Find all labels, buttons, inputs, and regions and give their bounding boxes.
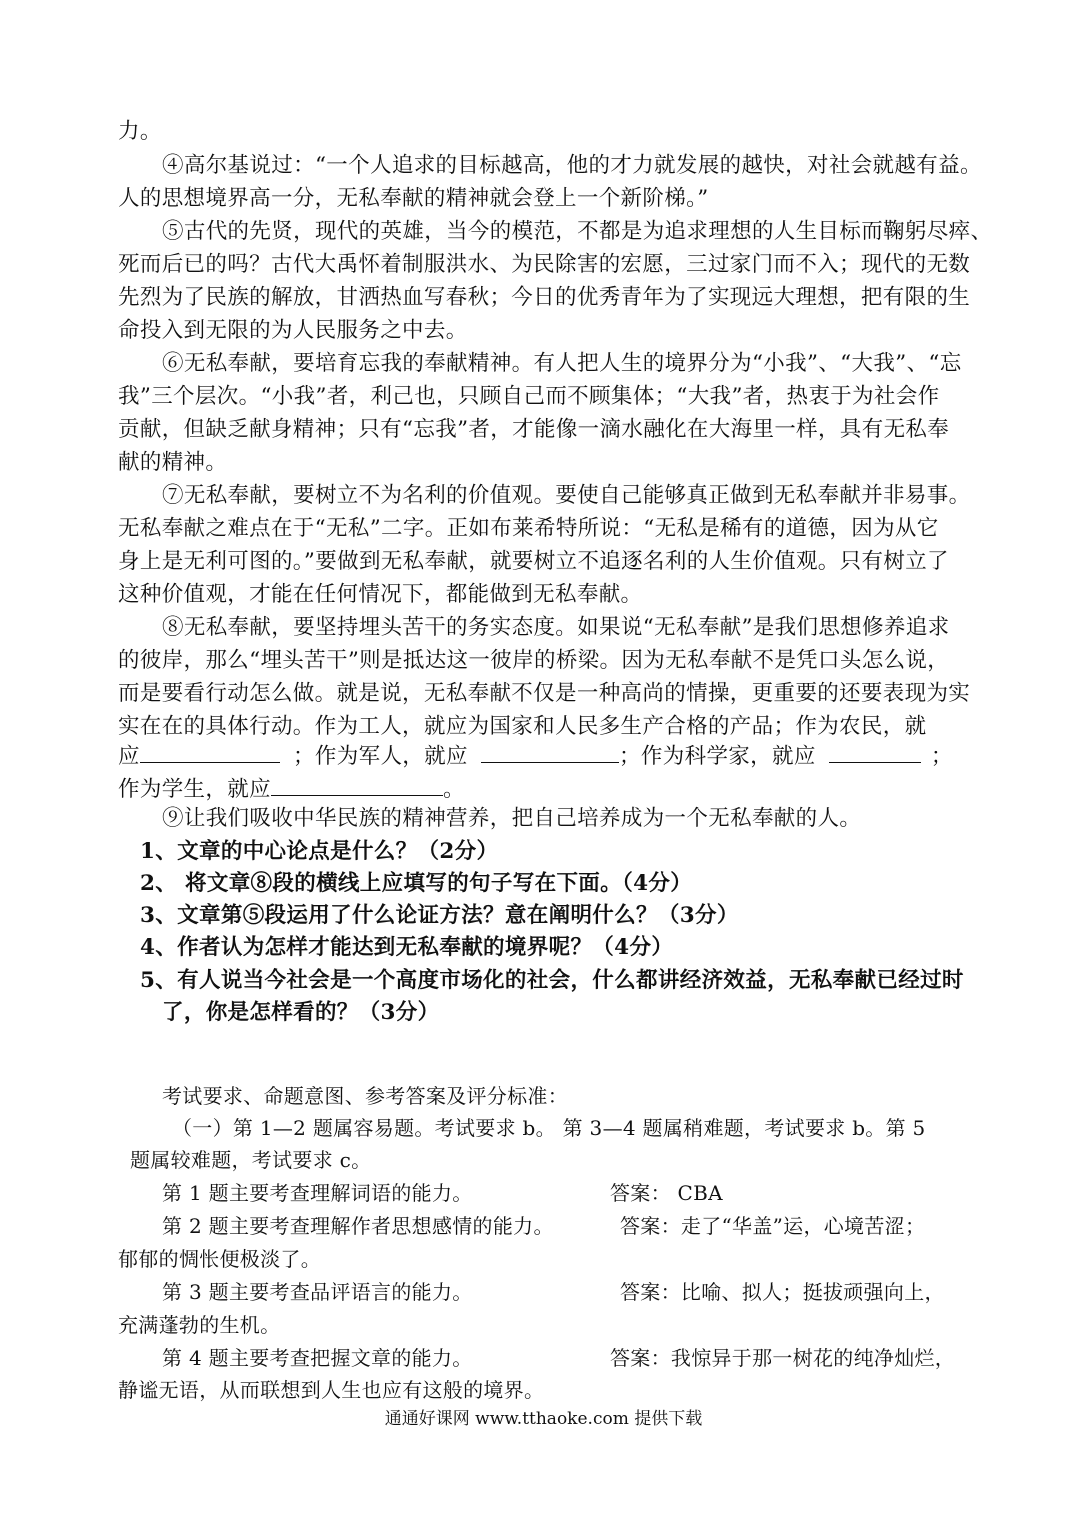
question-1: 1、文章的中心论点是什么？（2分） — [140, 839, 499, 864]
answer-1: 答案： CBA — [610, 1181, 723, 1205]
answer-1-topic: 第 1 题主要考查理解词语的能力。 — [162, 1181, 473, 1205]
essay-line: 先烈为了民族的解放，甘洒热血写春秋；今日的优秀青年为了实现远大理想，把有限的生 — [118, 285, 971, 310]
fill-text: 应 — [118, 744, 140, 769]
fill-in-line — [118, 741, 968, 773]
fill-text: ； — [930, 744, 953, 769]
answer-2: 答案：走了“华盖”运，心境苦涩； — [620, 1214, 926, 1238]
answer-4: 答案：我惊异于那一树花的纯净灿烂， — [610, 1346, 956, 1370]
answers-line: 郁郁的惆怅便极淡了。 — [118, 1247, 321, 1271]
question-4: 4、作者认为怎样才能达到无私奉献的境界呢？（4分） — [140, 935, 674, 960]
paragraph-9: ⑨让我们吸收中华民族的精神营养，把自己培养成为一个无私奉献的人。 — [162, 806, 862, 831]
answers-line: （一）第 1—2 题属容易题。考试要求 b。 第 3—4 题属稍难题，考试要求 b。第 5 — [172, 1116, 926, 1140]
answer-3: 答案：比喻、拟人；挺拔顽强向上， — [620, 1280, 945, 1304]
fill-text: ；作为军人，就应 — [293, 744, 468, 769]
essay-line: 这种价值观，才能在任何情况下，都能做到无私奉献。 — [118, 582, 643, 607]
answer-4-topic: 第 4 题主要考查把握文章的能力。 — [162, 1346, 473, 1370]
paragraph-6-start: ⑥无私奉献，要培育忘我的奉献精神。有人把人生的境界分为“小我”、“大我”、“忘 — [162, 351, 962, 376]
fill-text: 。 — [442, 777, 465, 802]
fill-text: 作为学生，就应 — [118, 777, 271, 802]
answer-2-topic: 第 2 题主要考查理解作者思想感情的能力。 — [162, 1214, 554, 1238]
paragraph-8-start: ⑧无私奉献，要坚持埋头苦干的务实态度。如果说“无私奉献”是我们思想修养追求 — [162, 615, 950, 640]
blank-student — [271, 775, 443, 796]
question-3: 3、文章第⑤段运用了什么论证方法？意在阐明什么？（3分） — [140, 903, 739, 928]
essay-line: 命投入到无限的为人民服务之中去。 — [118, 318, 468, 343]
essay-line: 我”三个层次。“小我”者，利己也，只顾自己而不顾集体；“大我”者，热衷于为社会作 — [118, 384, 940, 409]
page-footer: 通通好课网 www.tthaoke.com 提供下载 — [384, 1409, 703, 1429]
answers-line: 题属较难题，考试要求 c。 — [130, 1148, 372, 1172]
blank-soldier — [481, 742, 619, 763]
paragraph-4-start: ④高尔基说过：“一个人追求的目标越高，他的才力就发展的越快，对社会就越有益。 — [162, 153, 982, 178]
paragraph-5-start: ⑤古代的先贤，现代的英雄，当今的模范，不都是为追求理想的人生目标而鞠躬尽瘁、 — [162, 219, 993, 244]
essay-line: 死而后已的吗？古代大禹怀着制服洪水、为民除害的宏愿，三过家门而不入；现代的无数 — [118, 252, 971, 277]
essay-line: 实在在的具体行动。作为工人，就应为国家和人民多生产合格的产品；作为农民，就 — [118, 714, 927, 739]
essay-line: 身上是无利可图的。”要做到无私奉献，就要树立不追逐名利的人生价值观。只有树立了 — [118, 549, 949, 574]
question-5-cont: 了，你是怎样看的？（3分） — [162, 1000, 440, 1025]
blank-farmer — [140, 742, 280, 763]
essay-line: 而是要看行动怎么做。就是说，无私奉献不仅是一种高尚的情操，更重要的还要表现为实 — [118, 681, 971, 706]
question-5: 5、有人说当今社会是一个高度市场化的社会，什么都讲经济效益，无私奉献已经过时 — [140, 968, 964, 993]
answer-3-topic: 第 3 题主要考查品评语言的能力。 — [162, 1280, 473, 1304]
essay-line: 的彼岸，那么“埋头苦干”则是抵达这一彼岸的桥梁。因为无私奉献不是凭口头怎么说， — [118, 648, 950, 673]
essay-line: 献的精神。 — [118, 450, 228, 475]
answers-heading: 考试要求、命题意图、参考答案及评分标准： — [162, 1084, 568, 1108]
essay-line: 无私奉献之难点在于“无私”二字。正如布莱希特所说：“无私是稀有的道德，因为从它 — [118, 516, 939, 541]
blank-scientist — [829, 742, 921, 763]
essay-line: 力。 — [118, 119, 162, 144]
question-2: 2、 将文章⑧段的横线上应填写的句子写在下面。（4分） — [140, 871, 693, 896]
essay-line: 人的思想境界高一分，无私奉献的精神就会登上一个新阶梯。” — [118, 186, 709, 211]
fill-in-line — [118, 774, 968, 806]
paragraph-7-start: ⑦无私奉献，要树立不为名利的价值观。要使自己能够真正做到无私奉献并非易事。 — [162, 483, 971, 508]
answers-line: 静谧无语，从而联想到人生也应有这般的境界。 — [118, 1378, 545, 1402]
fill-text: ；作为科学家，就应 — [619, 744, 816, 769]
essay-line: 贡献，但缺乏献身精神；只有“忘我”者，才能像一滴水融化在大海里一样，具有无私奉 — [118, 417, 950, 442]
answers-line: 充满蓬勃的生机。 — [118, 1313, 281, 1337]
